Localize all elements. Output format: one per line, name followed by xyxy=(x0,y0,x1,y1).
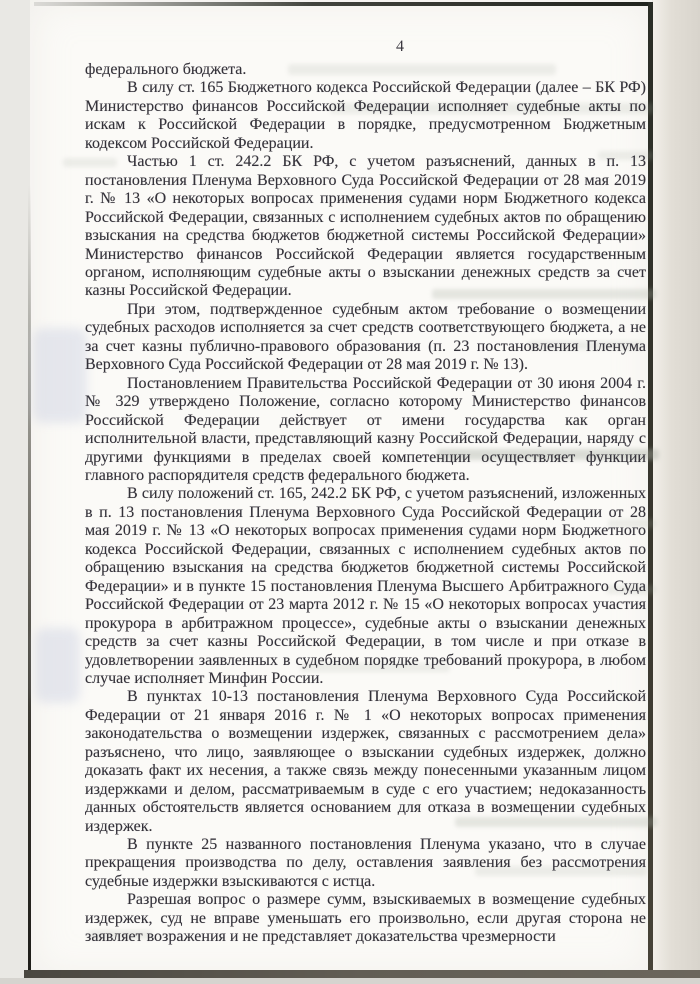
paragraph: Частью 1 ст. 242.2 БК РФ, с учетом разъяснений, данных в п. 13 постановления Пленума Верховного Суда Российской Федерации от 28 мая 2019 г. № 13 «О некоторых вопросах применения судами норм Бюджетного кодекса Российской Федерации, связанных с исполнением судебных актов по обращению взыскания на средства бюджетов бюджетной системы Российской Федерации» Министерство финансов Российской Федерации является государственным органом, исполняющим судебные акты о взыскании денежных средств за счет казны Российской Федерации. xyxy=(85,153,646,300)
scan-artifact xyxy=(33,328,87,423)
paragraph: При этом, подтвержденное судебным актом требование о возмещении судебных расходов исполняется за счет средств соответствующего бюджета, а не за счет казны публично-правового образования (п. 23 постановления Пленума Верховного Суда Российской Федерации от 28 мая 2019 г. № 13). xyxy=(85,300,646,374)
scanner-margin-right xyxy=(653,0,700,978)
scan-edge-left xyxy=(28,185,31,975)
paragraph: В силу положений ст. 165, 242.2 БК РФ, с учетом разъяснений, изложенных в п. 13 постановления Пленума Верховного Суда Российской Федерации от 28 мая 2019 г. № 13 «О некоторых вопросах применения судами норм Бюджетного кодекса Российской Федерации, связанных с исполнением судебных актов по обращению взыскания на средства бюджетов бюджетной системы Российской Федерации» и в пункте 15 постановления Пленума Высшего Арбитражного Суда Российской Федерации от 23 марта 2012 г. № 15 «О некоторых вопросах участия прокурора в арбитражном процессе», судебные акты о взыскании денежных средств за счет казны Российской Федерации, в том числе и при отказе в удовлетворении заявленных в судебном порядке требований прокурора, в любом случае исполняет Минфин России. xyxy=(85,485,646,687)
document-text xyxy=(85,61,646,961)
scanner-margin-bottom xyxy=(0,978,700,984)
paragraph: В пункте 25 названного постановления Пленума указано, что в случае прекращения производства по делу, оставления заявления без рассмотрения судебные издержки взыскиваются с истца. xyxy=(85,836,646,890)
scan-artifact xyxy=(35,628,80,703)
scan-edge-bottom xyxy=(24,970,700,978)
paragraph: Разрешая вопрос о размере сумм, взыскиваемых в возмещение судебных издержек, суд не вправе уменьшать его произвольно, если другая сторона не заявляет возражения и не представляет доказательства чрезмерности xyxy=(85,891,646,946)
paragraph: федерального бюджета. xyxy=(85,61,247,78)
paragraph: В пунктах 10-13 постановления Пленума Верховного Суда Российской Федерации от 21 января 2016 г. № 1 «О некоторых вопросах применения законодательства о возмещении издержек, связанных с рассмотрением дела» разъяснено, что лицо, заявляющее о взыскании судебных издержек, должно доказать факт их несения, а также связь между понесенными указанным лицом издержками и делом, рассматриваемым в суде с его участием; недоказанность данных обстоятельств является основанием для отказа в возмещении судебных издержек. xyxy=(85,688,646,835)
paragraph: В силу ст. 165 Бюджетного кодекса Российской Федерации (далее – БК РФ) Министерство финансов Российской Федерации исполняет судебные акты по искам к Российской Федерации в порядке, предусмотренном Бюджетным кодексом Российской Федерации. xyxy=(85,79,646,152)
page-number: 4 xyxy=(396,38,404,55)
paragraph: Постановлением Правительства Российской Федерации от 30 июня 2004 г. № 329 утверждено Положение, согласно которому Министерство финансов Российской Федерации действует от имени государства как орган исполнительной власти, представляющий казну Российской Федерации, наряду с другими функциями в пределах своей компетенции осуществляет функции главного распорядителя средств федерального бюджета. xyxy=(85,374,646,484)
scan-edge-top xyxy=(34,2,654,6)
